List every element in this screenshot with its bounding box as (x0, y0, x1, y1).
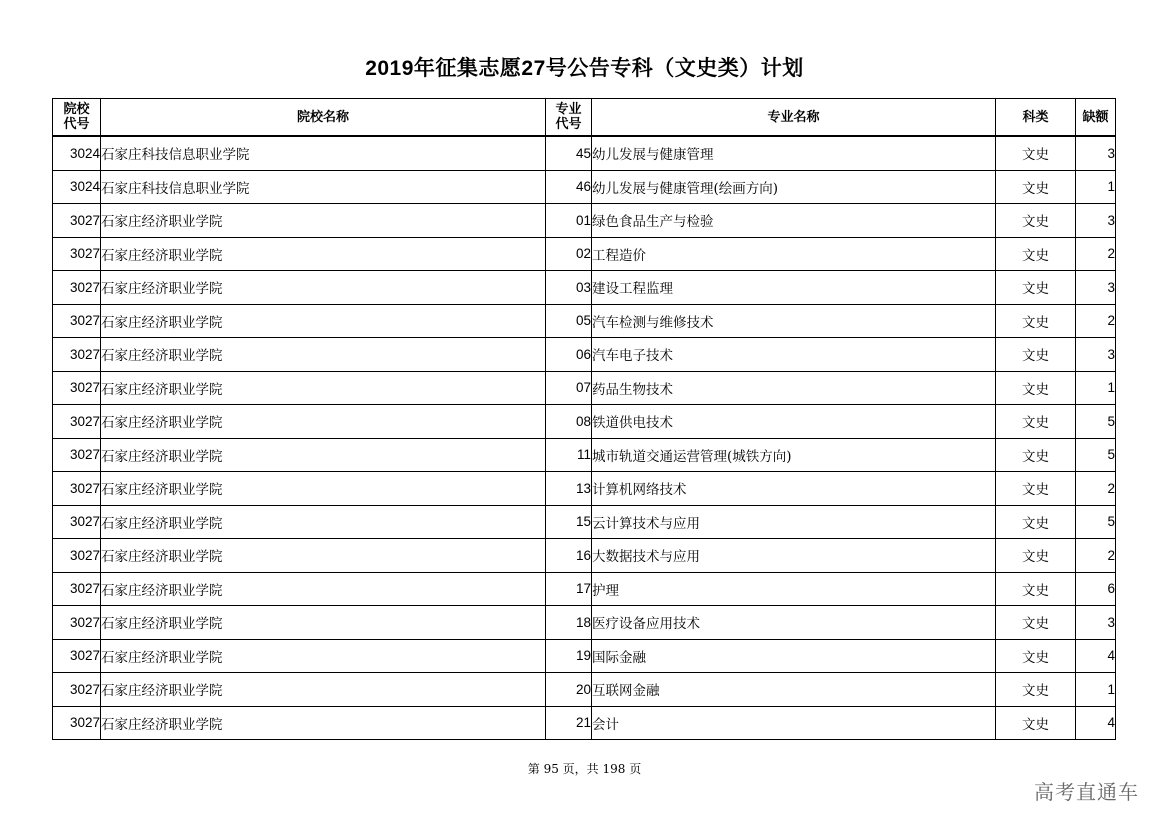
header-school-name: 院校名称 (101, 99, 546, 137)
cell-major-name: 绿色食品生产与检验 (592, 204, 996, 238)
cell-school-code: 3027 (53, 405, 101, 439)
cell-school-code: 3027 (53, 472, 101, 506)
cell-school-name: 石家庄经济职业学院 (101, 271, 546, 305)
cell-major-code: 19 (546, 639, 592, 673)
table-row (53, 606, 1116, 640)
cell-major-name: 云计算技术与应用 (592, 505, 996, 539)
cell-category: 文史 (996, 338, 1076, 372)
cell-vacancy: 1 (1076, 170, 1116, 204)
cell-school-name: 石家庄经济职业学院 (101, 304, 546, 338)
cell-vacancy: 3 (1076, 606, 1116, 640)
cell-major-name: 铁道供电技术 (592, 405, 996, 439)
cell-school-code: 3027 (53, 673, 101, 707)
cell-vacancy: 2 (1076, 304, 1116, 338)
cell-school-name: 石家庄经济职业学院 (101, 505, 546, 539)
cell-category: 文史 (996, 572, 1076, 606)
page-title: 2019年征集志愿27号公告专科（文史类）计划 (365, 57, 804, 80)
table-row (53, 639, 1116, 673)
table-row (53, 572, 1116, 606)
cell-major-name: 会计 (592, 706, 996, 740)
cell-category: 文史 (996, 472, 1076, 506)
cell-major-name: 汽车检测与维修技术 (592, 304, 996, 338)
cell-major-code: 20 (546, 673, 592, 707)
cell-school-name: 石家庄经济职业学院 (101, 338, 546, 372)
cell-category: 文史 (996, 405, 1076, 439)
cell-major-name: 护理 (592, 572, 996, 606)
cell-major-code: 08 (546, 405, 592, 439)
cell-school-code: 3027 (53, 505, 101, 539)
cell-major-code: 11 (546, 438, 592, 472)
cell-school-code: 3027 (53, 304, 101, 338)
cell-school-code: 3027 (53, 639, 101, 673)
cell-vacancy: 6 (1076, 572, 1116, 606)
cell-school-code: 3024 (53, 136, 101, 170)
cell-category: 文史 (996, 204, 1076, 238)
cell-vacancy: 2 (1076, 472, 1116, 506)
cell-major-name: 大数据技术与应用 (592, 539, 996, 573)
cell-school-code: 3027 (53, 606, 101, 640)
table-row (53, 237, 1116, 271)
table-row (53, 136, 1116, 170)
cell-major-code: 15 (546, 505, 592, 539)
cell-major-name: 建设工程监理 (592, 271, 996, 305)
cell-major-name: 医疗设备应用技术 (592, 606, 996, 640)
plan-table (52, 98, 1116, 740)
cell-major-code: 45 (546, 136, 592, 170)
cell-school-code: 3024 (53, 170, 101, 204)
cell-major-code: 17 (546, 572, 592, 606)
cell-category: 文史 (996, 639, 1076, 673)
cell-vacancy: 3 (1076, 204, 1116, 238)
table-row (53, 673, 1116, 707)
cell-school-code: 3027 (53, 204, 101, 238)
table-row (53, 706, 1116, 740)
cell-category: 文史 (996, 271, 1076, 305)
cell-category: 文史 (996, 673, 1076, 707)
cell-school-name: 石家庄经济职业学院 (101, 606, 546, 640)
cell-category: 文史 (996, 505, 1076, 539)
cell-major-code: 21 (546, 706, 592, 740)
cell-school-code: 3027 (53, 539, 101, 573)
cell-vacancy: 1 (1076, 371, 1116, 405)
table-row (53, 438, 1116, 472)
cell-major-name: 汽车电子技术 (592, 338, 996, 372)
page-footer: 第 95 页，共 198 页 (527, 762, 642, 776)
cell-major-code: 06 (546, 338, 592, 372)
cell-school-code: 3027 (53, 338, 101, 372)
header-category: 科类 (996, 99, 1076, 137)
cell-major-code: 07 (546, 371, 592, 405)
cell-vacancy: 2 (1076, 237, 1116, 271)
table-row (53, 539, 1116, 573)
table-body (53, 136, 1116, 740)
cell-school-code: 3027 (53, 271, 101, 305)
table-row (53, 170, 1116, 204)
table-row (53, 472, 1116, 506)
cell-category: 文史 (996, 539, 1076, 573)
cell-vacancy: 3 (1076, 136, 1116, 170)
table-row (53, 338, 1116, 372)
cell-vacancy: 4 (1076, 639, 1116, 673)
cell-school-code: 3027 (53, 371, 101, 405)
cell-vacancy: 1 (1076, 673, 1116, 707)
cell-category: 文史 (996, 438, 1076, 472)
cell-school-name: 石家庄经济职业学院 (101, 204, 546, 238)
cell-vacancy: 2 (1076, 539, 1116, 573)
cell-school-name: 石家庄经济职业学院 (101, 438, 546, 472)
cell-school-name: 石家庄经济职业学院 (101, 472, 546, 506)
cell-major-name: 药品生物技术 (592, 371, 996, 405)
cell-major-name: 国际金融 (592, 639, 996, 673)
header-vacancy: 缺额 (1076, 99, 1116, 137)
table-row (53, 271, 1116, 305)
cell-school-name: 石家庄经济职业学院 (101, 673, 546, 707)
cell-major-code: 01 (546, 204, 592, 238)
cell-vacancy: 5 (1076, 405, 1116, 439)
cell-category: 文史 (996, 136, 1076, 170)
cell-major-code: 16 (546, 539, 592, 573)
header-major-name: 专业名称 (592, 99, 996, 137)
cell-vacancy: 5 (1076, 438, 1116, 472)
cell-major-name: 城市轨道交通运营管理(城铁方向) (592, 438, 996, 472)
cell-major-name: 幼儿发展与健康管理(绘画方向) (592, 170, 996, 204)
cell-school-name: 石家庄经济职业学院 (101, 572, 546, 606)
cell-major-code: 13 (546, 472, 592, 506)
cell-major-code: 18 (546, 606, 592, 640)
cell-category: 文史 (996, 237, 1076, 271)
cell-category: 文史 (996, 371, 1076, 405)
table-header-row (53, 99, 1116, 137)
cell-major-name: 工程造价 (592, 237, 996, 271)
header-major-code (546, 99, 592, 137)
cell-major-name: 计算机网络技术 (592, 472, 996, 506)
table-row (53, 204, 1116, 238)
cell-major-name: 幼儿发展与健康管理 (592, 136, 996, 170)
cell-vacancy: 4 (1076, 706, 1116, 740)
header-major-code-text: 专业 代号 (555, 102, 582, 132)
cell-school-name: 石家庄经济职业学院 (101, 706, 546, 740)
table-row (53, 371, 1116, 405)
cell-major-code: 46 (546, 170, 592, 204)
cell-category: 文史 (996, 706, 1076, 740)
cell-category: 文史 (996, 606, 1076, 640)
table-row (53, 405, 1116, 439)
cell-vacancy: 3 (1076, 271, 1116, 305)
cell-category: 文史 (996, 170, 1076, 204)
cell-school-name: 石家庄科技信息职业学院 (101, 136, 546, 170)
cell-school-name: 石家庄经济职业学院 (101, 405, 546, 439)
cell-school-name: 石家庄经济职业学院 (101, 539, 546, 573)
watermark: 高考直通车 (1034, 780, 1139, 804)
header-school-code-text: 院校 代号 (63, 102, 90, 132)
cell-school-name: 石家庄经济职业学院 (101, 237, 546, 271)
cell-school-code: 3027 (53, 438, 101, 472)
cell-school-name: 石家庄科技信息职业学院 (101, 170, 546, 204)
cell-major-code: 05 (546, 304, 592, 338)
header-school-code (53, 99, 101, 137)
cell-major-name: 互联网金融 (592, 673, 996, 707)
cell-school-code: 3027 (53, 706, 101, 740)
cell-school-name: 石家庄经济职业学院 (101, 371, 546, 405)
cell-major-code: 03 (546, 271, 592, 305)
table-row (53, 505, 1116, 539)
cell-school-code: 3027 (53, 237, 101, 271)
cell-vacancy: 3 (1076, 338, 1116, 372)
cell-school-code: 3027 (53, 572, 101, 606)
cell-school-name: 石家庄经济职业学院 (101, 639, 546, 673)
table-row (53, 304, 1116, 338)
cell-vacancy: 5 (1076, 505, 1116, 539)
cell-major-code: 02 (546, 237, 592, 271)
cell-category: 文史 (996, 304, 1076, 338)
